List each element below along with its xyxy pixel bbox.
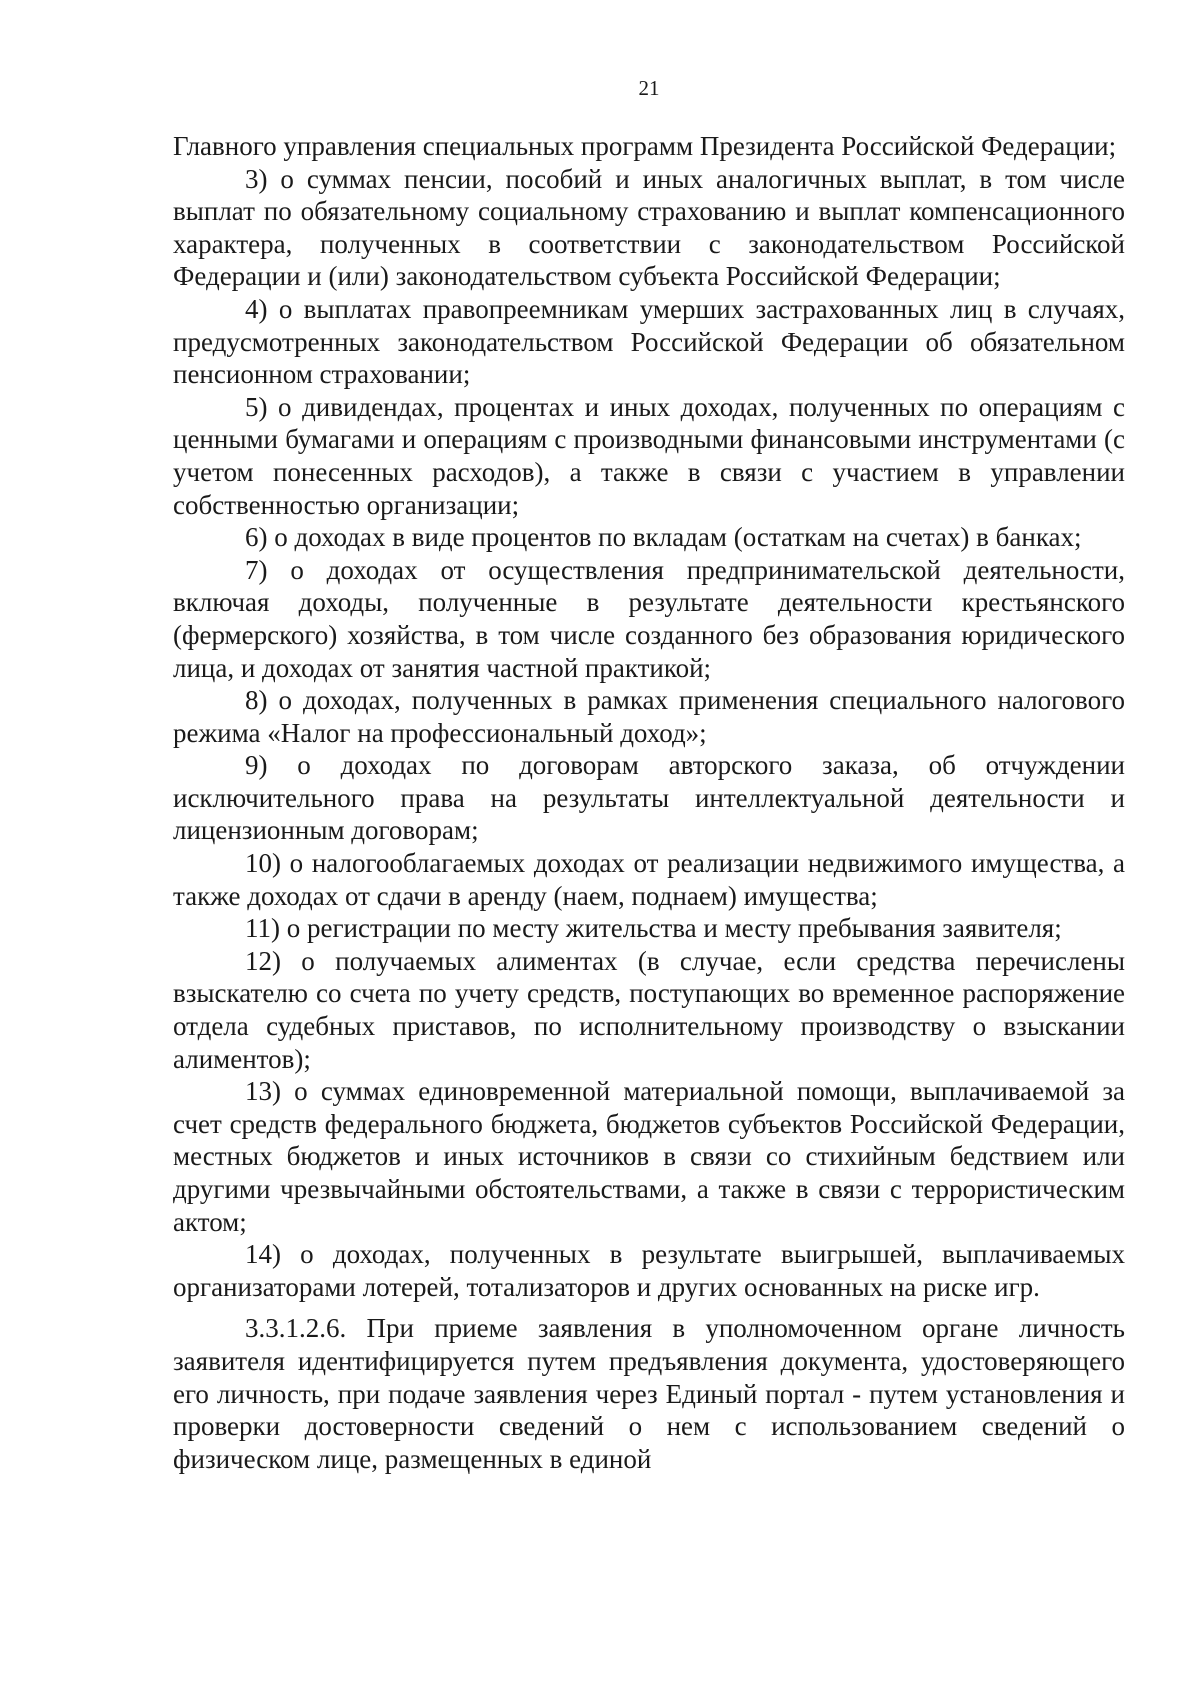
list-item-9: 9) о доходах по договорам авторского заказа, об отчуждении исключительного права на результаты интеллектуальной деятельности и лицензионным договорам; [173, 750, 1125, 846]
list-item-8: 8) о доходах, полученных в рамках применения специального налогового режима «Налог на профессиональный доход»; [173, 685, 1125, 748]
paragraph: Главного управления специальных программ Президента Российской Федерации; [173, 131, 1117, 161]
list-item-13: 13) о суммах единовременной материальной помощи, выплачиваемой за счет средств федерального бюджета, бюджетов субъектов Российской Федерации, местных бюджетов и иных источников в связи со стихийным бедствием или другими чрезвычайными обстоятельствами, а также в связи с террористическим актом; [173, 1076, 1125, 1237]
section-3-3-1-2-6: 3.3.1.2.6. При приеме заявления в уполномоченном органе личность заявителя идентифицируется путем предъявления документа, удостоверяющего его личность, при подаче заявления через Единый портал - путем установления и проверки достоверности сведений о нем с использованием сведений о физическом лице, размещенных в единой [173, 1313, 1125, 1474]
list-item-14: 14) о доходах, полученных в результате выигрышей, выплачиваемых организаторами лотерей, тотализаторов и других основанных на риске игр. [173, 1239, 1125, 1302]
list-item-6: 6) о доходах в виде процентов по вкладам (остаткам на счетах) в банках; [245, 522, 1082, 553]
list-item-11: 11) о регистрации по месту жительства и месту пребывания заявителя; [245, 913, 1062, 944]
list-item-3: 3) о суммах пенсии, пособий и иных аналогичных выплат, в том числе выплат по обязательному социальному страхованию и выплат компенсационного характера, полученных в соответствии с законодательством Российской Федерации и (или) законодательством субъекта Российской Федерации; [173, 163, 1125, 292]
page-number: 21 [638, 76, 660, 100]
list-item-10: 10) о налогооблагаемых доходах от реализации недвижимого имущества, а также доходах от сдачи в аренду (наем, поднаем) имущества; [173, 848, 1125, 911]
list-item-4: 4) о выплатах правопреемникам умерших застрахованных лиц в случаях, предусмотренных законодательством Российской Федерации об обязательном пенсионном страховании; [173, 293, 1125, 390]
list-item-5: 5) о дивидендах, процентах и иных доходах, полученных по операциям с ценными бумагами и операциям с производными финансовыми инструментами (с учетом понесенных расходов), а также в связи с участием в управлении собственностью организации; [173, 391, 1125, 520]
list-item-12: 12) о получаемых алиментах (в случае, если средства перечислены взыскателю со счета по учету средств, поступающих во временное распоряжение отдела судебных приставов, по исполнительному производству о взыскании алиментов); [173, 945, 1125, 1074]
list-item-7: 7) о доходах от осуществления предпринимательской деятельности, включая доходы, полученные в результате деятельности крестьянского (фермерского) хозяйства, в том числе созданного без образования юридического лица, и доходах от занятия частной практикой; [173, 554, 1125, 683]
document-body [173, 130, 1125, 1475]
